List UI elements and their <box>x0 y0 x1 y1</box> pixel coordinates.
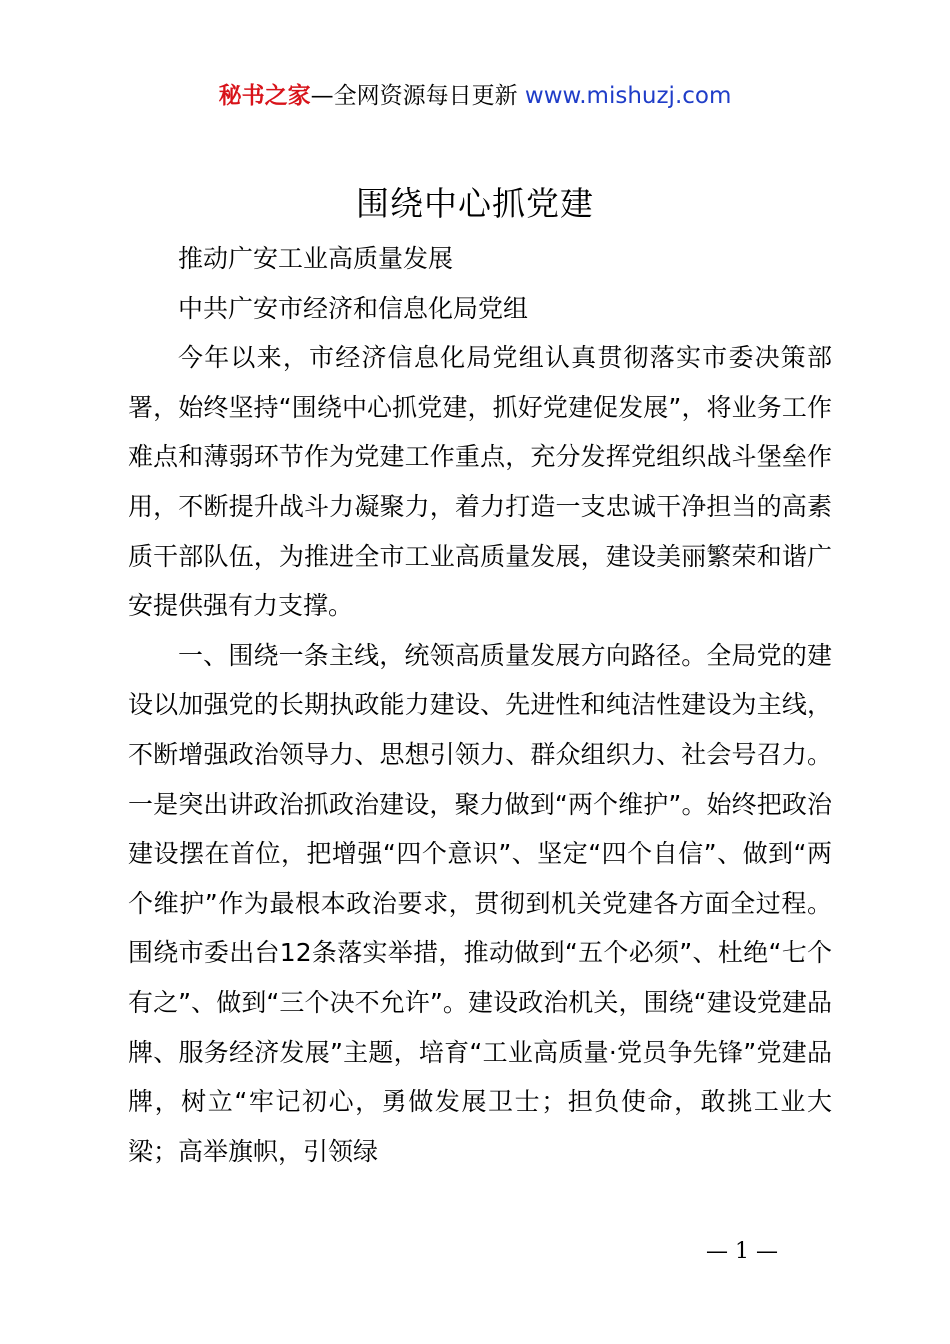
site-header <box>0 80 950 112</box>
document-title: 围绕中心抓党建 <box>356 184 594 223</box>
document-subtitle: 推动广安工业高质量发展 <box>178 244 454 273</box>
page-number: — 1 — <box>706 1239 778 1264</box>
paragraph-section-one: 一、围绕一条主线，统领高质量发展方向路径。全局党的建设以加强党的长期执政能力建设、先进性和纯洁性建设为主线，不断增强政治领导力、思想引领力、群众组织力、社会号召力。一是突出讲政治抓政治建设，聚力做到“两个维护”。始终把政治建设摆在首位，把增强“四个意识”、坚定“四个自信”、做到“两个维护”作为最根本政治要求，贯彻到机关党建各方面全过程。围绕市委出台12条落实举措，推动做到“五个必须”、杜绝“七个有之”、做到“三个决不允许”。建设政治机关，围绕“建设党建品牌、服务经济发展”主题，培育“工业高质量·党员争先锋”党建品牌，树立“牢记初心，勇做发展卫士；担负使命，敢挑工业大梁；高举旗帜，引领绿 <box>128 640 832 1166</box>
site-url-link[interactable]: www.mishuzj.com <box>524 83 732 109</box>
document-author: 中共广安市经济和信息化局党组 <box>178 293 529 323</box>
paragraph-intro: 今年以来，市经济信息化局党组认真贯彻落实市委决策部署，始终坚持“围绕中心抓党建，抓好党建促发展”，将业务工作难点和薄弱环节作为党建工作重点，充分发挥党组织战斗堡垒作用，不断提升战斗力凝聚力，着力打造一支忠诚干净担当的高素质干部队伍，为推进全市工业高质量发展，建设美丽繁荣和谐广安提供强有力支撑。 <box>128 343 832 621</box>
document-body <box>128 234 832 1176</box>
brand-name: 秘书之家 <box>218 83 311 109</box>
header-tagline: —全网资源每日更新 <box>310 83 518 109</box>
